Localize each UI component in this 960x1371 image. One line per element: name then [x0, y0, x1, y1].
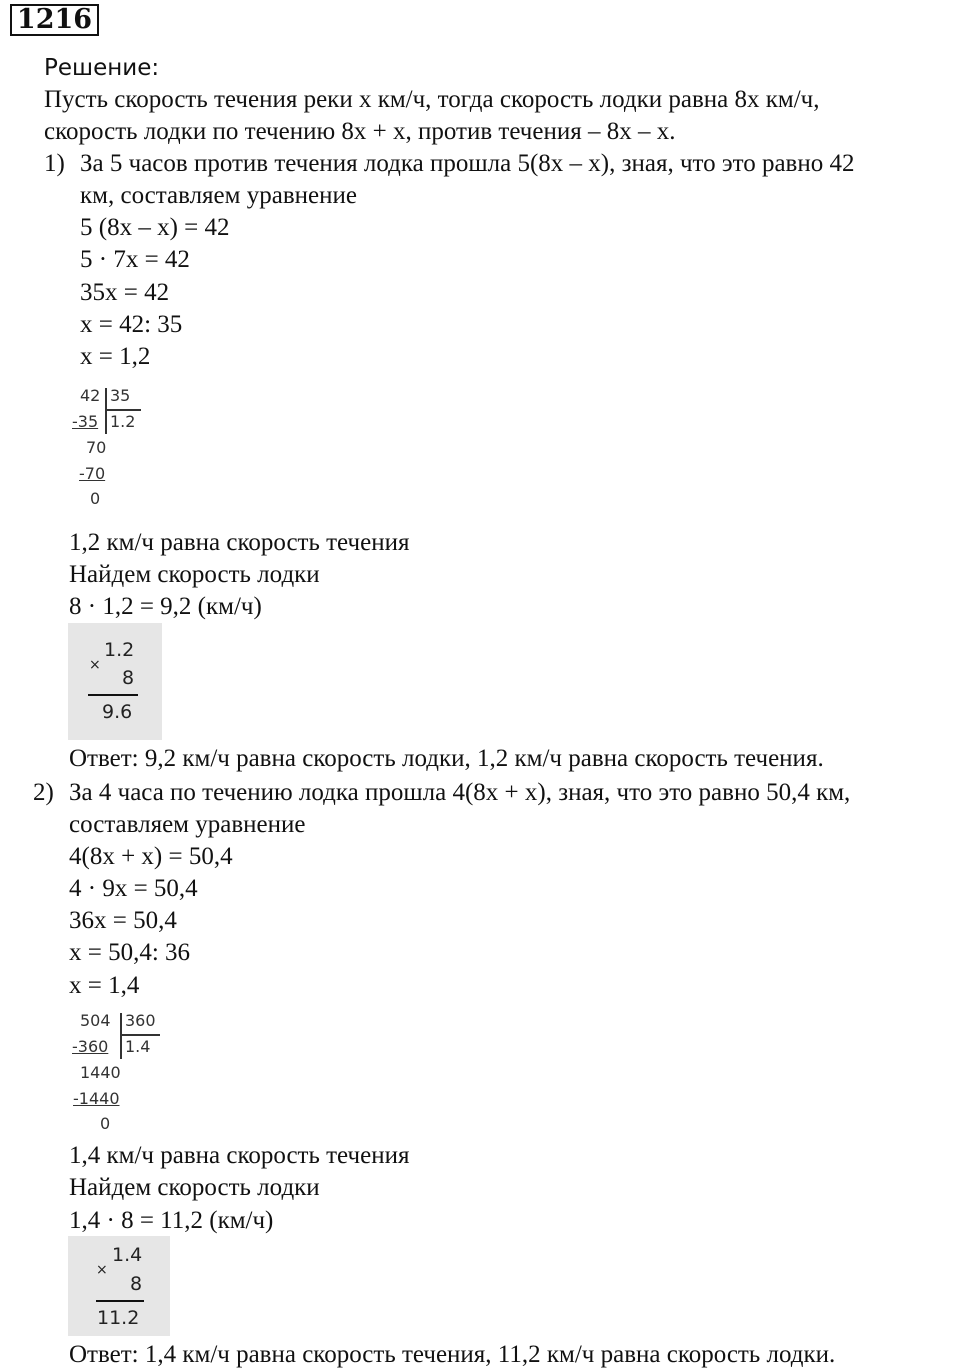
multiply-bottom: 8 — [122, 667, 135, 689]
problem-number: 1216 — [10, 4, 99, 36]
division-remainder: 70 — [86, 438, 107, 457]
part2-after-1: 1,4 км/ч равна скорость течения — [69, 1142, 410, 1169]
multiply-top: 1.4 — [112, 1244, 143, 1266]
division-divisor: 35 — [110, 386, 131, 405]
part1-equation-1: 5 (8x – x) = 42 — [80, 214, 230, 241]
division-remainder: 1440 — [80, 1063, 121, 1082]
part2-line-1: За 4 часа по течению лодка прошла 4(8x + x), зная, что это равно 50,4 км, — [69, 779, 851, 806]
intro-line-1: Пусть скорость течения реки x км/ч, тогда скорость лодки равна 8x км/ч, — [44, 86, 820, 113]
part1-equation-3: 35x = 42 — [80, 279, 170, 306]
division-divisor: 360 — [125, 1011, 156, 1030]
part1-equation-4: x = 42: 35 — [80, 311, 183, 338]
division-quotient: 1.2 — [110, 412, 136, 431]
division-step-2: -1440 — [73, 1089, 120, 1108]
part1-line-1: За 5 часов против течения лодка прошла 5(8x – x), зная, что это равно 42 — [80, 150, 855, 177]
part2-equation-1: 4(8x + x) = 50,4 — [69, 843, 233, 870]
part1-marker: 1) — [44, 150, 65, 177]
multiply-result: 11.2 — [97, 1307, 140, 1329]
division-quotient: 1.4 — [125, 1037, 151, 1056]
part2-equation-2: 4 · 9x = 50,4 — [69, 875, 198, 902]
division-dividend: 42 — [80, 386, 101, 405]
part1-multiplication — [68, 623, 162, 740]
division-step-2: -70 — [79, 464, 106, 483]
solution-heading: Решение: — [44, 55, 160, 81]
part2-long-division — [70, 1011, 170, 1139]
division-dividend: 504 — [80, 1011, 111, 1030]
part1-after-1: 1,2 км/ч равна скорость течения — [69, 529, 410, 556]
division-step-1: -360 — [72, 1037, 109, 1056]
division-result: 0 — [90, 489, 101, 508]
part2-marker: 2) — [33, 779, 54, 806]
part1-equation-2: 5 · 7x = 42 — [80, 246, 190, 273]
part2-line-2: составляем уравнение — [69, 811, 306, 838]
part2-equation-3: 36x = 50,4 — [69, 907, 177, 934]
part1-after-3: 8 · 1,2 = 9,2 (км/ч) — [69, 593, 262, 620]
part1-answer: Ответ: 9,2 км/ч равна скорость лодки, 1,2 км/ч равна скорость течения. — [69, 745, 824, 772]
multiply-top: 1.2 — [104, 639, 135, 661]
part1-after-2: Найдем скорость лодки — [69, 561, 320, 588]
division-result: 0 — [100, 1114, 111, 1133]
part2-equation-5: x = 1,4 — [69, 972, 140, 999]
division-step-1: -35 — [72, 412, 99, 431]
intro-line-2: скорость лодки по течению 8x + x, против течения – 8x – x. — [44, 118, 676, 145]
part2-multiplication — [68, 1236, 170, 1336]
multiply-sign: × — [89, 657, 101, 673]
multiply-result: 9.6 — [102, 701, 133, 723]
part2-answer: Ответ: 1,4 км/ч равна скорость течения, 11,2 км/ч равна скорость лодки. — [69, 1341, 836, 1368]
part2-after-3: 1,4 · 8 = 11,2 (км/ч) — [69, 1207, 274, 1234]
part1-long-division — [68, 386, 158, 516]
multiply-sign: × — [96, 1262, 108, 1278]
multiply-bottom: 8 — [130, 1273, 143, 1295]
part2-after-2: Найдем скорость лодки — [69, 1174, 320, 1201]
part2-equation-4: x = 50,4: 36 — [69, 939, 191, 966]
part1-equation-5: x = 1,2 — [80, 343, 151, 370]
part1-line-2: км, составляем уравнение — [80, 182, 357, 209]
